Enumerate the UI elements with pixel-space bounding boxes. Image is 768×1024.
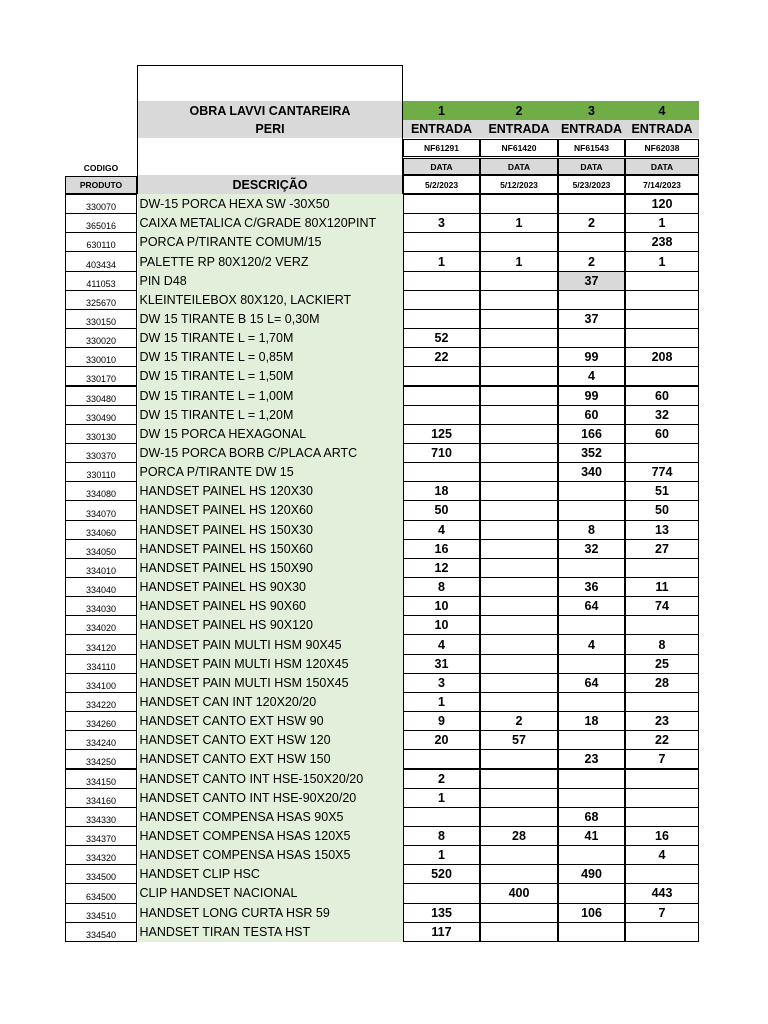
quantity-cell[interactable]: 74 — [625, 596, 699, 616]
product-code[interactable]: 365016 — [65, 213, 137, 233]
quantity-cell[interactable] — [403, 194, 480, 214]
product-description[interactable]: HANDSET PAINEL HS 90X60 — [138, 596, 403, 616]
quantity-cell[interactable]: 7 — [625, 903, 699, 923]
quantity-cell[interactable]: 99 — [558, 386, 625, 406]
quantity-cell[interactable]: 60 — [625, 386, 699, 406]
quantity-cell[interactable] — [625, 807, 699, 827]
quantity-cell[interactable] — [480, 347, 558, 367]
quantity-cell[interactable]: 2 — [558, 213, 625, 233]
product-description[interactable]: DW 15 TIRANTE L = 1,20M — [138, 405, 403, 425]
product-code[interactable]: 330130 — [65, 424, 137, 444]
quantity-cell[interactable]: 37 — [558, 309, 625, 329]
quantity-cell[interactable] — [558, 788, 625, 808]
quantity-cell[interactable]: 774 — [625, 462, 699, 482]
quantity-cell[interactable]: 2 — [403, 769, 480, 789]
product-code[interactable]: 334030 — [65, 596, 137, 616]
quantity-cell[interactable]: 60 — [625, 424, 699, 444]
product-description[interactable]: HANDSET PAINEL HS 150X90 — [138, 558, 403, 578]
product-code[interactable]: 334510 — [65, 903, 137, 923]
quantity-cell[interactable]: 238 — [625, 232, 699, 252]
product-description[interactable]: DW 15 TIRANTE L = 1,50M — [138, 366, 403, 386]
quantity-cell[interactable]: 37 — [558, 271, 625, 291]
product-description[interactable]: PORCA P/TIRANTE COMUM/15 — [138, 232, 403, 252]
product-description[interactable]: DW 15 PORCA HEXAGONAL — [138, 424, 403, 444]
product-description[interactable]: HANDSET CANTO INT HSE-90X20/20 — [138, 788, 403, 808]
quantity-cell[interactable]: 1 — [625, 213, 699, 233]
quantity-cell[interactable]: 1 — [625, 251, 699, 271]
product-code[interactable]: 334160 — [65, 788, 137, 808]
nf-number-4: NF62038 — [625, 139, 699, 157]
quantity-cell[interactable] — [480, 749, 558, 769]
product-code[interactable]: 334150 — [65, 769, 137, 789]
quantity-cell[interactable] — [403, 271, 480, 291]
quantity-cell[interactable]: 120 — [625, 194, 699, 214]
quantity-cell[interactable] — [480, 903, 558, 923]
quantity-cell[interactable]: 68 — [558, 807, 625, 827]
quantity-cell[interactable]: 1 — [480, 251, 558, 271]
quantity-cell[interactable] — [403, 749, 480, 769]
quantity-cell[interactable] — [558, 481, 625, 501]
quantity-cell[interactable] — [480, 788, 558, 808]
quantity-cell[interactable]: 18 — [558, 711, 625, 731]
product-code[interactable]: 334070 — [65, 500, 137, 520]
quantity-cell[interactable]: 28 — [480, 826, 558, 846]
product-description[interactable]: HANDSET CANTO INT HSE-150X20/20 — [138, 769, 403, 789]
quantity-cell[interactable] — [480, 673, 558, 693]
quantity-cell[interactable] — [625, 328, 699, 348]
quantity-cell[interactable] — [480, 194, 558, 214]
quantity-cell[interactable] — [403, 807, 480, 827]
quantity-cell[interactable] — [625, 615, 699, 635]
quantity-cell[interactable] — [480, 271, 558, 291]
product-description[interactable]: CLIP HANDSET NACIONAL — [138, 883, 403, 903]
product-description[interactable]: DW 15 TIRANTE B 15 L= 0,30M — [138, 309, 403, 329]
quantity-cell[interactable]: 7 — [625, 749, 699, 769]
quantity-cell[interactable]: 50 — [403, 500, 480, 520]
quantity-cell[interactable]: 50 — [625, 500, 699, 520]
quantity-cell[interactable] — [625, 788, 699, 808]
product-code[interactable]: 325670 — [65, 290, 137, 310]
product-description[interactable]: PIN D48 — [138, 271, 403, 291]
quantity-cell[interactable] — [558, 290, 625, 310]
product-description[interactable]: HANDSET PAINEL HS 120X30 — [138, 481, 403, 501]
column-number-4: 4 — [625, 101, 699, 120]
quantity-cell[interactable] — [625, 922, 699, 942]
entry-date-1: 5/2/2023 — [403, 175, 480, 194]
quantity-cell[interactable]: 400 — [480, 883, 558, 903]
quantity-cell[interactable]: 106 — [558, 903, 625, 923]
product-code[interactable]: 330480 — [65, 386, 137, 406]
quantity-cell[interactable]: 27 — [625, 539, 699, 559]
product-code[interactable]: 411053 — [65, 271, 137, 291]
product-description[interactable]: HANDSET PAINEL HS 150X30 — [138, 520, 403, 540]
quantity-cell[interactable] — [480, 386, 558, 406]
quantity-cell[interactable] — [480, 366, 558, 386]
quantity-cell[interactable] — [558, 615, 625, 635]
product-description[interactable]: HANDSET TIRAN TESTA HST — [138, 922, 403, 942]
product-code[interactable]: 334060 — [65, 520, 137, 540]
quantity-cell[interactable]: 208 — [625, 347, 699, 367]
quantity-cell[interactable]: 125 — [403, 424, 480, 444]
quantity-cell[interactable] — [480, 481, 558, 501]
product-code[interactable]: 334330 — [65, 807, 137, 827]
quantity-cell[interactable]: 32 — [558, 539, 625, 559]
quantity-cell[interactable] — [558, 500, 625, 520]
quantity-cell[interactable]: 23 — [625, 711, 699, 731]
quantity-cell[interactable]: 52 — [403, 328, 480, 348]
quantity-cell[interactable]: 16 — [625, 826, 699, 846]
quantity-cell[interactable]: 36 — [558, 577, 625, 597]
quantity-cell[interactable]: 41 — [558, 826, 625, 846]
quantity-cell[interactable] — [625, 558, 699, 578]
quantity-cell[interactable] — [480, 577, 558, 597]
quantity-cell[interactable] — [558, 769, 625, 789]
product-description[interactable]: HANDSET PAIN MULTI HSM 120X45 — [138, 654, 403, 674]
product-code[interactable]: 334260 — [65, 711, 137, 731]
product-description[interactable]: HANDSET CAN INT 120X20/20 — [138, 692, 403, 712]
quantity-cell[interactable]: 18 — [403, 481, 480, 501]
product-code[interactable]: 634500 — [65, 883, 137, 903]
product-code[interactable]: 330150 — [65, 309, 137, 329]
quantity-cell[interactable] — [403, 883, 480, 903]
product-code[interactable]: 334050 — [65, 539, 137, 559]
quantity-cell[interactable] — [480, 462, 558, 482]
quantity-cell[interactable] — [480, 424, 558, 444]
quantity-cell[interactable] — [403, 232, 480, 252]
entry-date-4: 7/14/2023 — [625, 175, 699, 194]
product-code[interactable]: 330110 — [65, 462, 137, 482]
quantity-cell[interactable]: 3 — [403, 213, 480, 233]
quantity-cell[interactable] — [480, 769, 558, 789]
column-type-1: ENTRADA — [403, 120, 480, 138]
entry-date-3: 5/23/2023 — [558, 175, 625, 194]
quantity-cell[interactable] — [558, 232, 625, 252]
quantity-cell[interactable]: 352 — [558, 443, 625, 463]
product-description[interactable]: PORCA P/TIRANTE DW 15 — [138, 462, 403, 482]
quantity-cell[interactable] — [480, 328, 558, 348]
column-type-4: ENTRADA — [625, 120, 699, 138]
quantity-cell[interactable]: 4 — [558, 634, 625, 654]
quantity-cell[interactable]: 60 — [558, 405, 625, 425]
quantity-cell[interactable] — [403, 386, 480, 406]
product-code[interactable]: 330490 — [65, 405, 137, 425]
quantity-cell[interactable] — [480, 654, 558, 674]
quantity-cell[interactable] — [558, 558, 625, 578]
quantity-cell[interactable]: 2 — [480, 711, 558, 731]
quantity-cell[interactable] — [558, 692, 625, 712]
quantity-cell[interactable]: 710 — [403, 443, 480, 463]
product-code[interactable]: 334080 — [65, 481, 137, 501]
data-label-1: DATA — [403, 158, 480, 175]
product-description[interactable]: DW-15 PORCA BORB C/PLACA ARTC — [138, 443, 403, 463]
quantity-cell[interactable]: 2 — [558, 251, 625, 271]
quantity-cell[interactable]: 4 — [403, 520, 480, 540]
quantity-cell[interactable] — [403, 290, 480, 310]
data-label-4: DATA — [625, 158, 699, 175]
quantity-cell[interactable] — [480, 443, 558, 463]
quantity-cell[interactable]: 51 — [625, 481, 699, 501]
product-code[interactable]: 334040 — [65, 577, 137, 597]
quantity-cell[interactable] — [558, 883, 625, 903]
quantity-cell[interactable]: 22 — [403, 347, 480, 367]
product-code[interactable]: 334020 — [65, 615, 137, 635]
quantity-cell[interactable] — [625, 769, 699, 789]
quantity-cell[interactable] — [625, 271, 699, 291]
product-code[interactable]: 403434 — [65, 251, 137, 271]
quantity-cell[interactable] — [480, 615, 558, 635]
product-description[interactable]: CAIXA METALICA C/GRADE 80X120PINT — [138, 213, 403, 233]
quantity-cell[interactable]: 490 — [558, 864, 625, 884]
product-code[interactable]: 330170 — [65, 366, 137, 386]
quantity-cell[interactable]: 8 — [403, 577, 480, 597]
nf-number-2: NF61420 — [480, 139, 558, 157]
quantity-cell[interactable]: 25 — [625, 654, 699, 674]
quantity-cell[interactable]: 4 — [625, 845, 699, 865]
data-label-3: DATA — [558, 158, 625, 175]
quantity-cell[interactable]: 23 — [558, 749, 625, 769]
quantity-cell[interactable] — [480, 558, 558, 578]
product-description[interactable]: HANDSET CANTO EXT HSW 120 — [138, 730, 403, 750]
quantity-cell[interactable]: 1 — [480, 213, 558, 233]
quantity-cell[interactable] — [403, 462, 480, 482]
product-code[interactable]: 334370 — [65, 826, 137, 846]
product-description[interactable]: HANDSET PAINEL HS 120X60 — [138, 500, 403, 520]
quantity-cell[interactable] — [403, 405, 480, 425]
product-code[interactable]: 330010 — [65, 347, 137, 367]
quantity-cell[interactable]: 443 — [625, 883, 699, 903]
nf-number-3: NF61543 — [558, 139, 625, 157]
product-description[interactable]: HANDSET CANTO EXT HSW 90 — [138, 711, 403, 731]
entry-date-2: 5/12/2023 — [480, 175, 558, 194]
quantity-cell[interactable] — [480, 634, 558, 654]
quantity-cell[interactable] — [480, 596, 558, 616]
quantity-cell[interactable] — [558, 328, 625, 348]
quantity-cell[interactable] — [480, 864, 558, 884]
product-description[interactable]: HANDSET PAINEL HS 90X30 — [138, 577, 403, 597]
quantity-cell[interactable] — [480, 500, 558, 520]
product-code[interactable]: 330370 — [65, 443, 137, 463]
descricao-header: DESCRIÇÃO — [138, 175, 402, 194]
product-description[interactable]: DW 15 TIRANTE L = 0,85M — [138, 347, 403, 367]
column-number-2: 2 — [480, 101, 558, 120]
quantity-cell[interactable] — [480, 539, 558, 559]
quantity-cell[interactable] — [625, 309, 699, 329]
product-code[interactable]: 334500 — [65, 864, 137, 884]
quantity-cell[interactable]: 1 — [403, 251, 480, 271]
quantity-cell[interactable]: 4 — [558, 366, 625, 386]
quantity-cell[interactable] — [480, 922, 558, 942]
quantity-cell[interactable] — [625, 692, 699, 712]
quantity-cell[interactable] — [558, 654, 625, 674]
quantity-cell[interactable] — [480, 309, 558, 329]
product-code[interactable]: 330020 — [65, 328, 137, 348]
product-description[interactable]: DW 15 TIRANTE L = 1,00M — [138, 386, 403, 406]
product-code[interactable]: 334010 — [65, 558, 137, 578]
product-description[interactable]: DW 15 TIRANTE L = 1,70M — [138, 328, 403, 348]
quantity-cell[interactable]: 4 — [403, 634, 480, 654]
quantity-cell[interactable]: 8 — [558, 520, 625, 540]
quantity-cell[interactable] — [403, 309, 480, 329]
data-label-2: DATA — [480, 158, 558, 175]
column-type-3: ENTRADA — [558, 120, 625, 138]
quantity-cell[interactable]: 20 — [403, 730, 480, 750]
quantity-cell[interactable] — [558, 730, 625, 750]
product-description[interactable]: HANDSET COMPENSA HSAS 120X5 — [138, 826, 403, 846]
product-code[interactable]: 334320 — [65, 845, 137, 865]
product-code[interactable]: 334250 — [65, 749, 137, 769]
quantity-cell[interactable]: 8 — [403, 826, 480, 846]
quantity-cell[interactable]: 8 — [625, 634, 699, 654]
quantity-cell[interactable] — [480, 290, 558, 310]
quantity-cell[interactable]: 520 — [403, 864, 480, 884]
quantity-cell[interactable] — [625, 290, 699, 310]
quantity-cell[interactable]: 10 — [403, 615, 480, 635]
product-code[interactable]: 334540 — [65, 922, 137, 942]
quantity-cell[interactable]: 99 — [558, 347, 625, 367]
codigo-label: CODIGO — [83, 163, 119, 173]
quantity-cell[interactable] — [625, 864, 699, 884]
product-description[interactable]: HANDSET PAINEL HS 150X60 — [138, 539, 403, 559]
product-code[interactable]: 334120 — [65, 634, 137, 654]
quantity-cell[interactable]: 13 — [625, 520, 699, 540]
column-number-3: 3 — [558, 101, 625, 120]
quantity-cell[interactable]: 64 — [558, 673, 625, 693]
quantity-cell[interactable] — [558, 194, 625, 214]
quantity-cell[interactable]: 57 — [480, 730, 558, 750]
quantity-cell[interactable]: 22 — [625, 730, 699, 750]
product-description[interactable]: KLEINTEILEBOX 80X120, LACKIERT — [138, 290, 403, 310]
quantity-cell[interactable]: 135 — [403, 903, 480, 923]
product-description[interactable]: HANDSET LONG CURTA HSR 59 — [138, 903, 403, 923]
quantity-cell[interactable] — [480, 405, 558, 425]
quantity-cell[interactable]: 10 — [403, 596, 480, 616]
product-description[interactable]: HANDSET PAINEL HS 90X120 — [138, 615, 403, 635]
quantity-cell[interactable]: 28 — [625, 673, 699, 693]
quantity-cell[interactable]: 1 — [403, 788, 480, 808]
product-description[interactable]: HANDSET PAIN MULTI HSM 150X45 — [138, 673, 403, 693]
quantity-cell[interactable]: 1 — [403, 692, 480, 712]
quantity-cell[interactable] — [480, 807, 558, 827]
quantity-cell[interactable]: 11 — [625, 577, 699, 597]
project-subtitle: PERI — [138, 120, 402, 138]
product-code[interactable]: 334240 — [65, 730, 137, 750]
column-type-2: ENTRADA — [480, 120, 558, 138]
quantity-cell[interactable]: 64 — [558, 596, 625, 616]
quantity-cell[interactable] — [625, 443, 699, 463]
product-description[interactable]: HANDSET CANTO EXT HSW 150 — [138, 749, 403, 769]
product-code[interactable]: 334100 — [65, 673, 137, 693]
column-number-1: 1 — [403, 101, 480, 120]
nf-number-1: NF61291 — [403, 139, 480, 157]
product-description[interactable]: DW-15 PORCA HEXA SW -30X50 — [138, 194, 403, 214]
quantity-cell[interactable] — [403, 366, 480, 386]
product-code[interactable]: 334110 — [65, 654, 137, 674]
quantity-cell[interactable]: 32 — [625, 405, 699, 425]
product-description[interactable]: HANDSET CLIP HSC — [138, 864, 403, 884]
quantity-cell[interactable] — [558, 845, 625, 865]
product-description[interactable]: HANDSET PAIN MULTI HSM 90X45 — [138, 634, 403, 654]
quantity-cell[interactable]: 166 — [558, 424, 625, 444]
quantity-cell[interactable] — [480, 692, 558, 712]
quantity-cell[interactable] — [625, 366, 699, 386]
quantity-cell[interactable]: 117 — [403, 922, 480, 942]
quantity-cell[interactable]: 9 — [403, 711, 480, 731]
product-description[interactable]: HANDSET COMPENSA HSAS 150X5 — [138, 845, 403, 865]
product-description[interactable]: HANDSET COMPENSA HSAS 90X5 — [138, 807, 403, 827]
quantity-cell[interactable]: 12 — [403, 558, 480, 578]
product-code[interactable]: 330070 — [65, 194, 137, 214]
quantity-cell[interactable] — [480, 845, 558, 865]
quantity-cell[interactable] — [480, 232, 558, 252]
quantity-cell[interactable]: 31 — [403, 654, 480, 674]
quantity-cell[interactable]: 340 — [558, 462, 625, 482]
quantity-cell[interactable]: 16 — [403, 539, 480, 559]
quantity-cell[interactable]: 3 — [403, 673, 480, 693]
produto-label: PRODUTO — [65, 176, 137, 194]
quantity-cell[interactable] — [558, 922, 625, 942]
product-code[interactable]: 630110 — [65, 232, 137, 252]
quantity-cell[interactable]: 1 — [403, 845, 480, 865]
product-description[interactable]: PALETTE RP 80X120/2 VERZ — [138, 251, 403, 271]
project-title: OBRA LAVVI CANTAREIRA — [138, 101, 402, 120]
quantity-cell[interactable] — [480, 520, 558, 540]
product-code[interactable]: 334220 — [65, 692, 137, 712]
